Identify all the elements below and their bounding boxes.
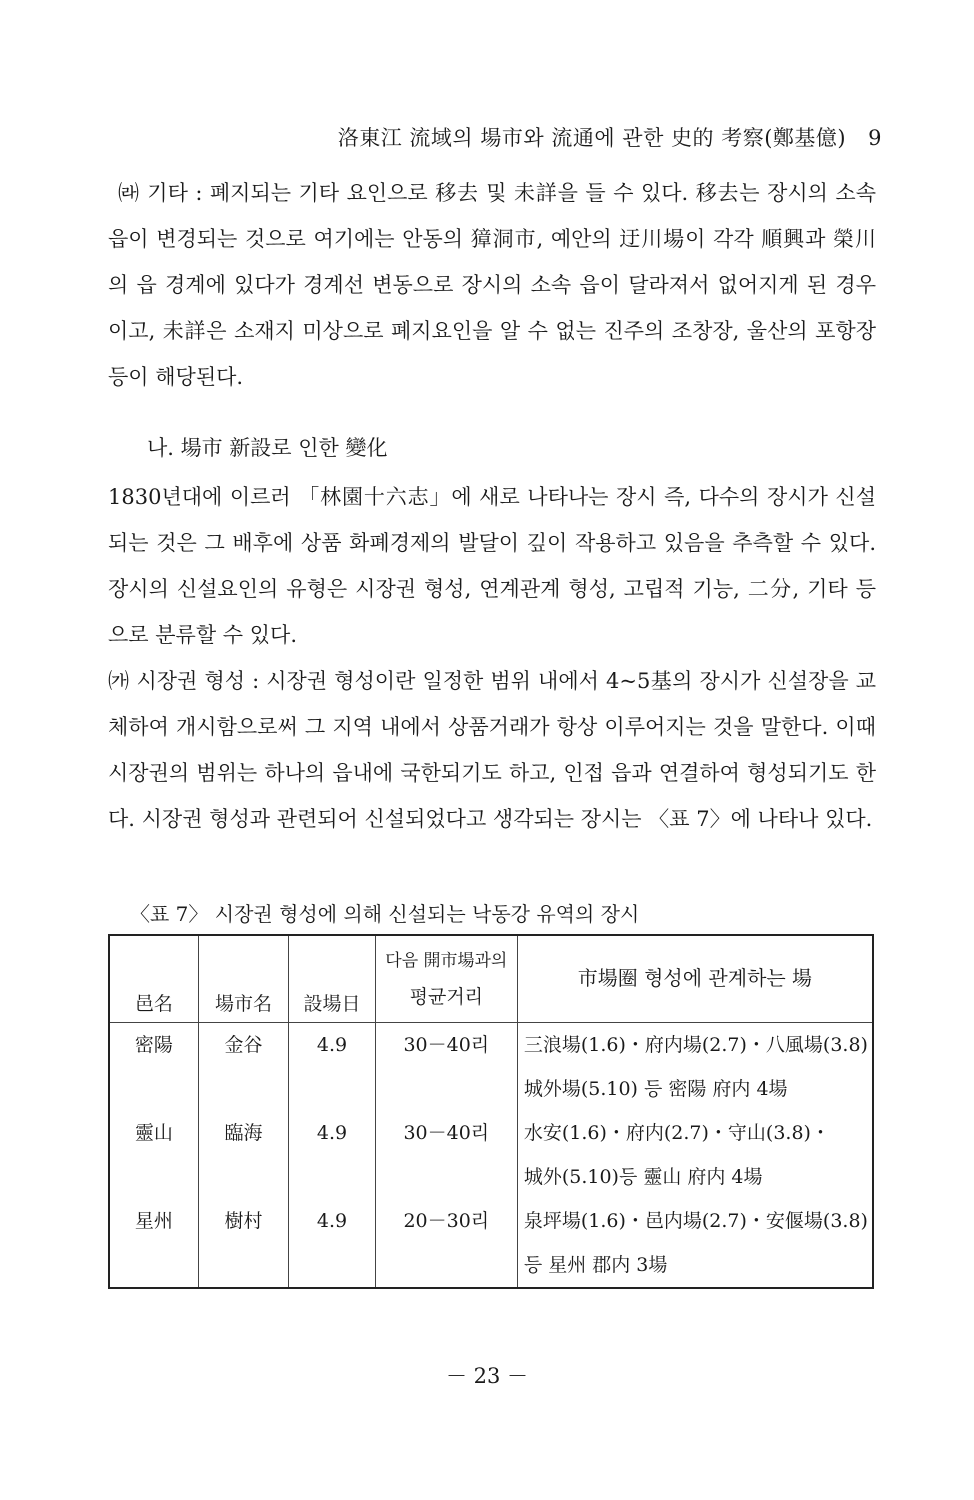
table-row-cont [109,1067,873,1111]
cell-day: 4.9 [289,1199,376,1243]
cell-related-2: 城外場(5.10) 등 密陽 府内 4場 [517,1067,873,1111]
section-na-heading: 나. 場市 新設로 인한 變化 [147,436,388,460]
cell-related-1: 泉坪場(1.6)・邑内場(2.7)・安偃場(3.8) [517,1199,873,1243]
cell-market: 臨海 [198,1111,288,1155]
section-na-paragraph: 1830년대에 이르러 「林園十六志」에 새로 나타나는 장시 즉, 다수의 장시가 신설되는 것은 그 배후에 상품 화폐경제의 발달이 깊이 작용하고 있음을 추측할 수 있다. 장시의 신설요인의 유형은 시장권 형성, 연계관계 형성, 고립적 기능, 二分, 기타 등으로 분류할 수 있다. [108,485,876,647]
table-row-cont [109,1155,873,1199]
running-header [0,122,882,152]
table-row [109,1111,873,1155]
section-ga-paragraph: ㈎ 시장권 형성 : 시장권 형성이란 일정한 범위 내에서 4~5基의 장시가 신설장을 교체하여 개시함으로써 그 지역 내에서 상품거래가 항상 이루어지는 것을 말한다. 이때 시장권의 범위는 하나의 읍내에 국한되기도 하고, 인접 읍과 연결하여 형성되기도 한다. 시장권 형성과 관련되어 신설되었다고 생각되는 장시는 〈표 7〉에 나타나 있다. [108,669,876,831]
cell-distance: 30－40리 [375,1111,517,1155]
cell-distance: 30－40리 [375,1023,517,1068]
table-header-row [109,935,873,1023]
header-page-number: 9 [868,126,882,150]
cell-eup: 密陽 [109,1023,198,1068]
header-related: 市場圈 형성에 관계하는 場 [517,935,873,1023]
section-na-body [108,474,876,842]
page-footer: － 23 － [445,1364,529,1388]
header-distance-line2: 평균거리 [409,986,484,1008]
table-row [109,1199,873,1243]
cell-eup: 靈山 [109,1111,198,1155]
header-title: 洛東江 流域의 場市와 流通에 관한 史的 考察(鄭基億) [337,126,847,150]
cell-related-1: 三浪場(1.6)・府内場(2.7)・八風場(3.8) [517,1023,873,1068]
cell-market: 金谷 [198,1023,288,1068]
header-distance-line1: 다음 開市場과의 [385,951,508,971]
header-eup: 邑名 [109,935,198,1023]
table-caption: 〈표 7〉 시장권 형성에 의해 신설되는 낙동강 유역의 장시 [130,902,640,926]
cell-market: 樹村 [198,1199,288,1243]
table-row-cont [109,1243,873,1288]
table-7 [108,934,874,1289]
cell-day: 4.9 [289,1023,376,1068]
header-distance [375,935,517,1023]
cell-day: 4.9 [289,1111,376,1155]
cell-related-2: 城外(5.10)등 靈山 府内 4場 [517,1155,873,1199]
section-ra [108,170,876,400]
cell-distance: 20－30리 [375,1199,517,1243]
section-ra-paragraph: ㈑ 기타 : 폐지되는 기타 요인으로 移去 및 未詳을 들 수 있다. 移去는 장시의 소속 읍이 변경되는 것으로 여기에는 안동의 獐洞市, 예안의 迂川場이 각각 順興과 榮川의 읍 경계에 있다가 경계선 변동으로 장시의 소속 읍이 달라져서 없어지게 된 경우이고, 未詳은 소재지 미상으로 폐지요인을 알 수 없는 진주의 조창장, 울산의 포항장 등이 해당된다. [108,181,876,389]
header-day: 設場日 [289,935,376,1023]
cell-related-2: 등 星州 郡内 3場 [517,1243,873,1288]
header-market: 場市名 [198,935,288,1023]
cell-eup: 星州 [109,1199,198,1243]
cell-related-1: 水安(1.6)・府内(2.7)・守山(3.8)・ [517,1111,873,1155]
table-row [109,1023,873,1068]
